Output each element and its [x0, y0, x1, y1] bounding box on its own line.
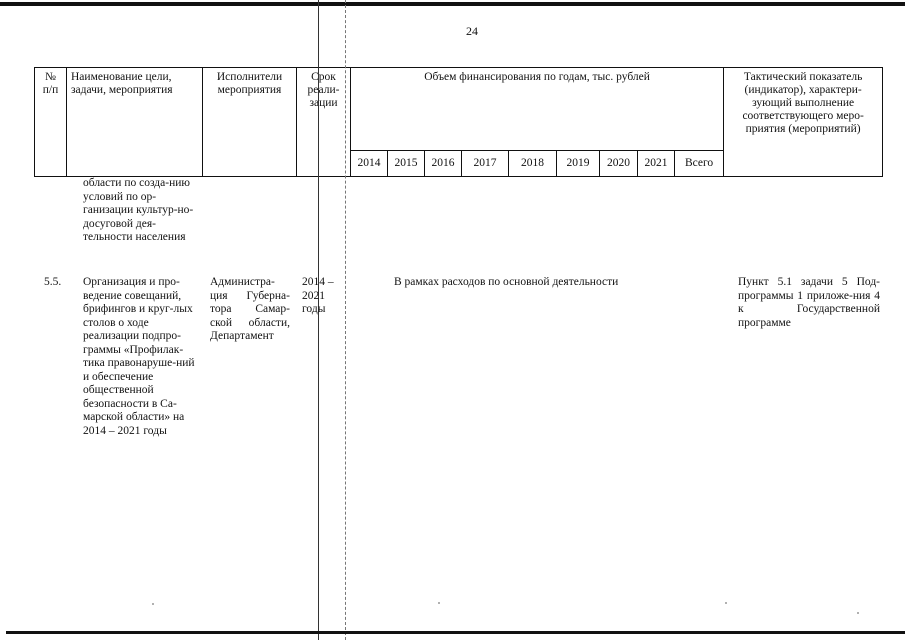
year-2019: 2019 [557, 151, 600, 177]
year-2014: 2014 [351, 151, 388, 177]
table-header [34, 67, 883, 177]
year-2016: 2016 [425, 151, 462, 177]
bottom-rule [6, 631, 905, 634]
scan-speck [152, 603, 154, 605]
row-number: 5.5. [44, 276, 62, 288]
top-rule [0, 2, 905, 6]
scan-speck [438, 602, 440, 604]
year-total: Всего [675, 151, 724, 177]
scan-speck [725, 602, 727, 604]
year-2021: 2021 [638, 151, 675, 177]
page-number: 24 [466, 24, 478, 38]
scan-speck [857, 612, 859, 614]
dashed-line [345, 0, 346, 640]
binding-line [318, 0, 319, 640]
continuation-text: области по созда-нию условий по ор-ганизации культур-но-досуговой дея-тельности населения [83, 177, 194, 243]
header-indicator: Тактический показатель (индикатор), характери-зующий выполнение соответствующего меро-приятия (мероприятий) [724, 68, 883, 177]
header-number: № п/п [35, 68, 67, 177]
header-name: Наименование цели, задачи, мероприятия [67, 68, 203, 177]
year-2018: 2018 [509, 151, 557, 177]
row-indicator: Пункт 5.1 задачи 5 Под-программы 1 приложе-ния 4 к Государственной программе [738, 276, 880, 329]
header-financing: Объем финансирования по годам, тыс. рублей [351, 68, 724, 151]
row-executors: Администра-ция Губерна-тора Самар-ской области, Департамент [210, 276, 290, 342]
year-2015: 2015 [388, 151, 425, 177]
year-2017: 2017 [462, 151, 509, 177]
row-term: 2014 – 2021 годы [302, 276, 334, 315]
header-term: Срок реали-зации [297, 68, 351, 177]
row-name: Организация и про-ведение совещаний, брифингов и круг-лых столов о ходе реализации подпро-граммы «Профилак-тика правонаруше-ний и обеспечение общественной безопасности в Са-марской области» на 2014 – 2021 годы [83, 276, 195, 437]
year-2020: 2020 [600, 151, 638, 177]
row-financing: В рамках расходов по основной деятельности [394, 276, 619, 288]
header-executors: Исполнители мероприятия [203, 68, 297, 177]
